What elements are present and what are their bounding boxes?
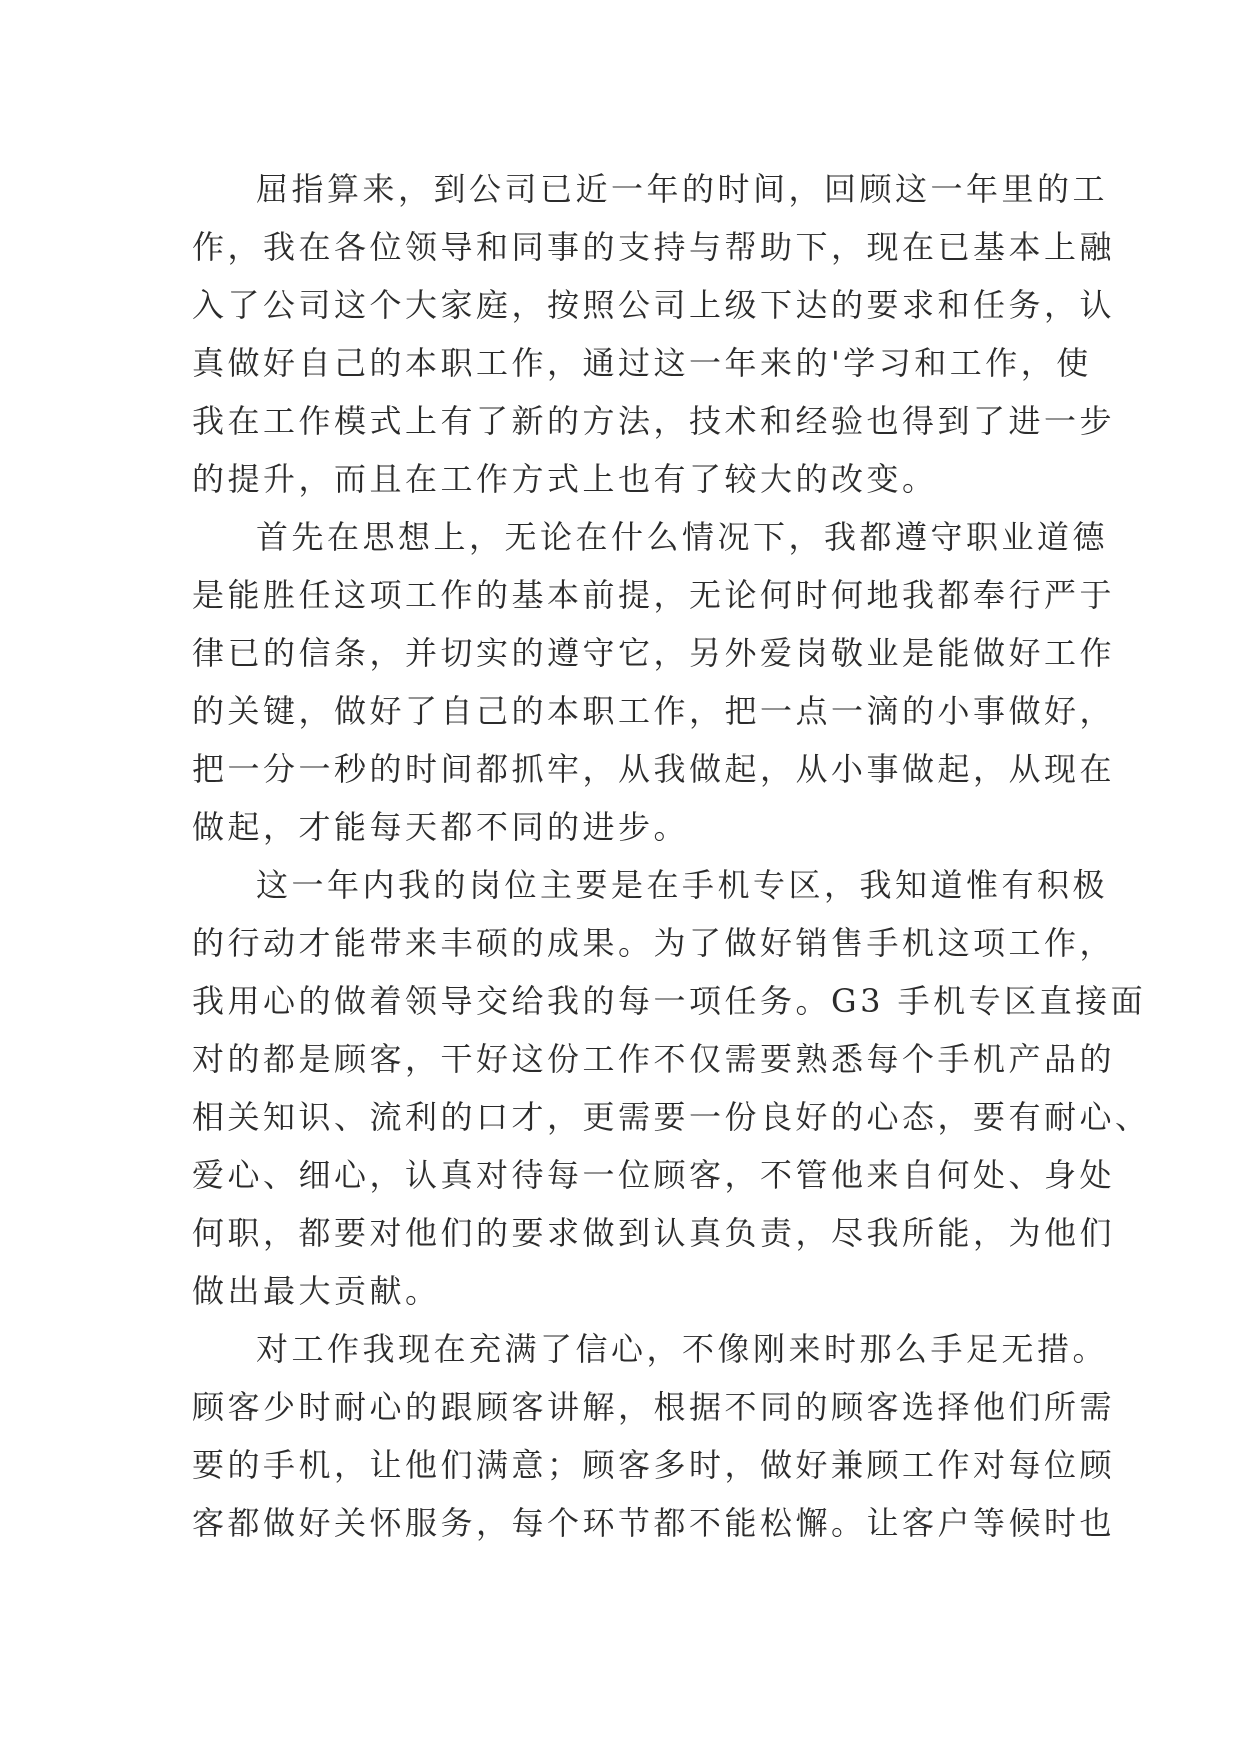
paragraph-line: 首先在思想上，无论在什么情况下，我都遵守职业道德 — [256, 518, 1109, 556]
document-body — [192, 160, 1151, 1552]
paragraph-line: 客都做好关怀服务，每个环节都不能松懈。让客户等候时也 — [192, 1504, 1116, 1542]
paragraph-line: 要的手机，让他们满意；顾客多时，做好兼顾工作对每位顾 — [192, 1446, 1116, 1484]
paragraph-line: 作，我在各位领导和同事的支持与帮助下，现在已基本上融 — [192, 228, 1116, 266]
paragraph-line: 屈指算来，到公司已近一年的时间，回顾这一年里的工 — [256, 170, 1109, 208]
paragraph-line: 顾客少时耐心的跟顾客讲解，根据不同的顾客选择他们所需 — [192, 1388, 1116, 1426]
paragraph-line: 对工作我现在充满了信心，不像刚来时那么手足无措。 — [256, 1330, 1109, 1368]
paragraph-line: 爱心、细心，认真对待每一位顾客，不管他来自何处、身处 — [192, 1156, 1116, 1194]
paragraph-line: 的提升，而且在工作方式上也有了较大的改变。 — [192, 460, 938, 498]
paragraph-line: 对的都是顾客，干好这份工作不仅需要熟悉每个手机产品的 — [192, 1040, 1116, 1078]
paragraph-line: 做出最大贡献。 — [192, 1272, 441, 1310]
paragraph-4 — [192, 1320, 1116, 1552]
paragraph-line: 真做好自己的本职工作，通过这一年来的'学习和工作，使 — [192, 344, 1092, 382]
paragraph-line: 把一分一秒的时间都抓牢，从我做起，从小事做起，从现在 — [192, 750, 1116, 788]
paragraph-line: 我在工作模式上有了新的方法，技术和经验也得到了进一步 — [192, 402, 1116, 440]
paragraph-line: 的行动才能带来丰硕的成果。为了做好销售手机这项工作， — [192, 924, 1116, 962]
paragraph-line: 做起，才能每天都不同的进步。 — [192, 808, 690, 846]
paragraph-line: 律已的信条，并切实的遵守它，另外爱岗敬业是能做好工作 — [192, 634, 1116, 672]
paragraph-1 — [192, 160, 1116, 508]
paragraph-line: 是能胜任这项工作的基本前提，无论何时何地我都奉行严于 — [192, 576, 1116, 614]
paragraph-line: 我用心的做着领导交给我的每一项任务。G3 手机专区直接面 — [192, 982, 1147, 1020]
paragraph-line: 这一年内我的岗位主要是在手机专区，我知道惟有积极 — [256, 866, 1109, 904]
paragraph-line: 何职，都要对他们的要求做到认真负责，尽我所能，为他们 — [192, 1214, 1116, 1252]
paragraph-line: 相关知识、流利的口才，更需要一份良好的心态，要有耐心、 — [192, 1098, 1151, 1136]
paragraph-line: 的关键，做好了自己的本职工作，把一点一滴的小事做好， — [192, 692, 1116, 730]
paragraph-3 — [192, 856, 1151, 1320]
paragraph-2 — [192, 508, 1116, 856]
paragraph-line: 入了公司这个大家庭，按照公司上级下达的要求和任务，认 — [192, 286, 1116, 324]
